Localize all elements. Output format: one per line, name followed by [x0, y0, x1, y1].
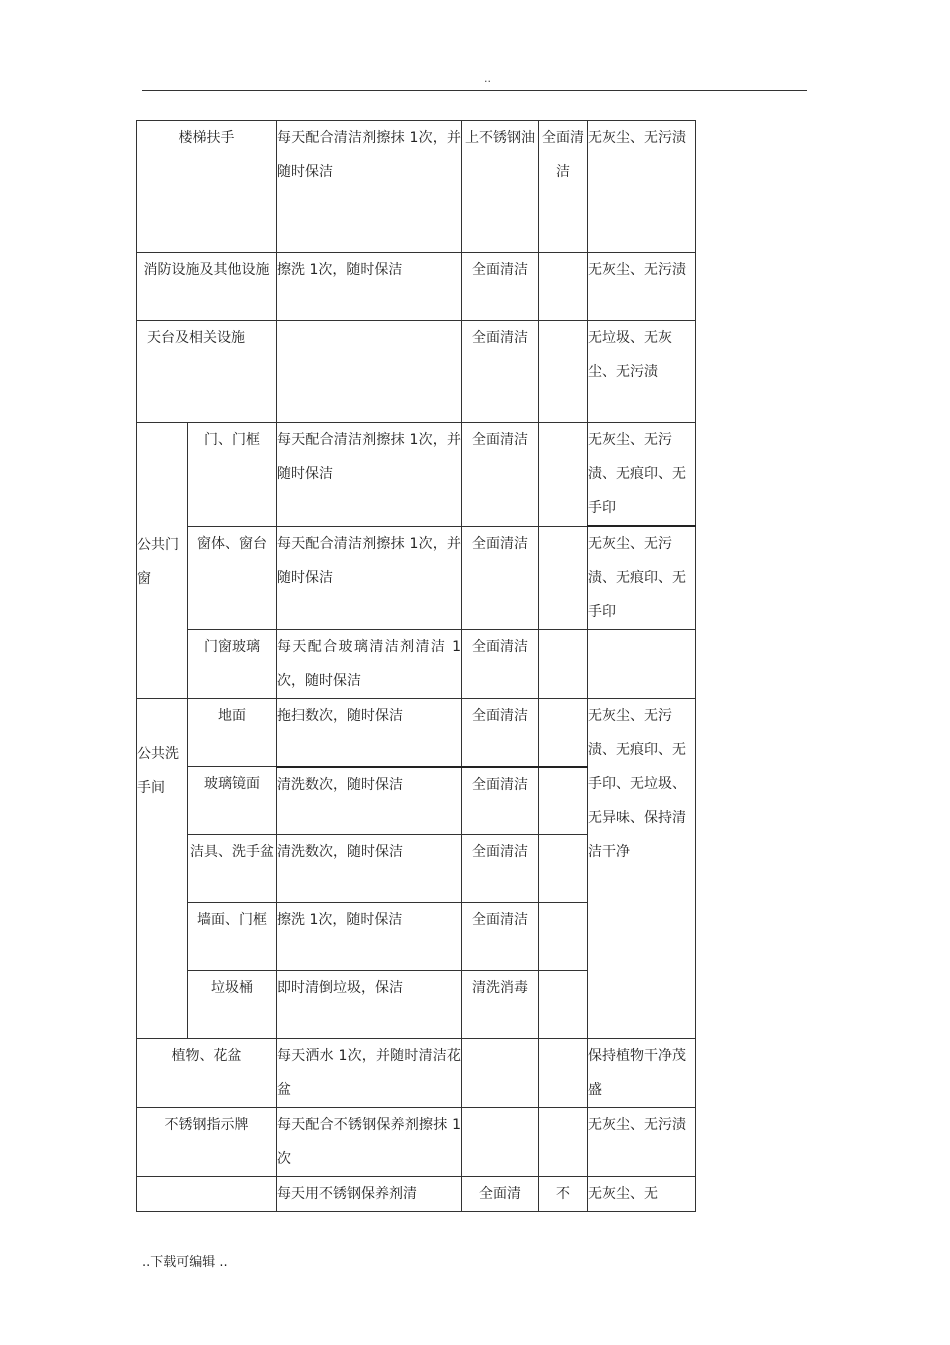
table-row — [137, 1108, 696, 1177]
frequency-cell — [539, 835, 588, 903]
requirement-cell: 无灰尘、无 — [588, 1177, 696, 1212]
material-cell: 全面清洁 — [462, 321, 539, 423]
standard-cell: 拖扫数次，随时保洁 — [277, 699, 462, 767]
frequency-cell — [539, 971, 588, 1039]
subitem-cell: 门、门框 — [188, 423, 277, 527]
material-cell: 上不锈钢油 — [462, 121, 539, 253]
material-cell: 全面清洁 — [462, 699, 539, 767]
material-cell: 全面清洁 — [462, 526, 539, 630]
table-row — [137, 423, 696, 527]
standard-cell: 每天配合清洁剂擦抹 1次，并随时保洁 — [277, 423, 462, 527]
material-cell: 全面清洁 — [462, 253, 539, 321]
material-cell: 全面清洁 — [462, 835, 539, 903]
header-rule — [142, 90, 807, 91]
frequency-cell — [539, 699, 588, 767]
header-mark: .. — [484, 72, 491, 85]
material-cell — [462, 1108, 539, 1177]
requirement-cell: 无灰尘、无污渍 — [588, 121, 696, 253]
material-cell: 清洗消毒 — [462, 971, 539, 1039]
table-row — [137, 253, 696, 321]
table-row — [137, 526, 696, 630]
material-cell: 全面清洁 — [462, 630, 539, 699]
frequency-cell — [539, 767, 588, 835]
standard-cell: 每天配合清洁剂擦抹 1次，并随时保洁 — [277, 121, 462, 253]
standard-cell: 即时清倒垃圾，保洁 — [277, 971, 462, 1039]
standard-cell: 每天用不锈钢保养剂清 — [277, 1177, 462, 1212]
table-row — [137, 630, 696, 699]
standard-cell: 清洗数次，随时保洁 — [277, 835, 462, 903]
frequency-cell: 不 — [539, 1177, 588, 1212]
table-row — [137, 699, 696, 767]
standard-cell: 每天配合不锈钢保养剂擦抹 1次 — [277, 1108, 462, 1177]
table-row — [137, 121, 696, 253]
footer-note: ..下载可编辑 .. — [142, 1255, 228, 1270]
group-label-washroom: 公共洗手间 — [137, 699, 188, 1039]
material-cell: 全面清洁 — [462, 903, 539, 971]
requirement-cell: 无垃圾、无灰尘、无污渍 — [588, 321, 696, 423]
requirement-cell: 无灰尘、无污渍 — [588, 1108, 696, 1177]
frequency-cell — [539, 526, 588, 630]
frequency-cell — [539, 321, 588, 423]
standard-cell: 每天洒水 1次，并随时清洁花盆 — [277, 1039, 462, 1108]
subitem-cell: 墙面、门框 — [188, 903, 277, 971]
standard-cell: 每天配合玻璃清洁剂清洁 1次，随时保洁 — [277, 630, 462, 699]
table-row — [137, 1039, 696, 1108]
frequency-cell — [539, 1108, 588, 1177]
standard-cell — [277, 321, 462, 423]
item-cell: 植物、花盆 — [137, 1039, 277, 1108]
item-cell — [137, 1177, 277, 1212]
subitem-cell: 窗体、窗台 — [188, 526, 277, 630]
standard-cell: 每天配合清洁剂擦抹 1次，并随时保洁 — [277, 526, 462, 630]
material-cell — [462, 1039, 539, 1108]
standard-cell: 擦洗 1次，随时保洁 — [277, 253, 462, 321]
frequency-cell — [539, 423, 588, 527]
material-cell: 全面清洁 — [462, 423, 539, 527]
frequency-cell — [539, 630, 588, 699]
requirement-cell-washroom: 无灰尘、无污渍、无痕印、无手印、无垃圾、无异味、保持清洁干净 — [588, 699, 696, 1039]
subitem-cell: 门窗玻璃 — [188, 630, 277, 699]
standard-cell: 擦洗 1次，随时保洁 — [277, 903, 462, 971]
material-cell: 全面清洁 — [462, 767, 539, 835]
subitem-cell: 垃圾桶 — [188, 971, 277, 1039]
subitem-cell: 地面 — [188, 699, 277, 767]
table-row — [137, 1177, 696, 1212]
requirement-cell: 无灰尘、无污渍、无痕印、无手印 — [588, 423, 696, 527]
frequency-cell — [539, 1039, 588, 1108]
material-cell: 全面清 — [462, 1177, 539, 1212]
table-row — [137, 321, 696, 423]
subitem-cell: 洁具、洗手盆 — [188, 835, 277, 903]
item-cell: 楼梯扶手 — [137, 121, 277, 253]
item-cell: 消防设施及其他设施 — [137, 253, 277, 321]
item-cell: 天台及相关设施 — [137, 321, 277, 423]
subitem-cell: 玻璃镜面 — [188, 767, 277, 835]
group-label-doors: 公共门窗 — [137, 423, 188, 699]
requirement-cell — [588, 630, 696, 699]
frequency-cell — [539, 253, 588, 321]
requirement-cell: 保持植物干净茂盛 — [588, 1039, 696, 1108]
requirement-cell: 无灰尘、无污渍 — [588, 253, 696, 321]
frequency-cell — [539, 903, 588, 971]
frequency-cell: 全面清洁 — [539, 121, 588, 253]
item-cell: 不锈钢指示牌 — [137, 1108, 277, 1177]
cleaning-standards-table — [136, 120, 696, 1212]
requirement-cell: 无灰尘、无污渍、无痕印、无手印 — [588, 526, 696, 630]
standard-cell: 清洗数次，随时保洁 — [277, 767, 462, 835]
